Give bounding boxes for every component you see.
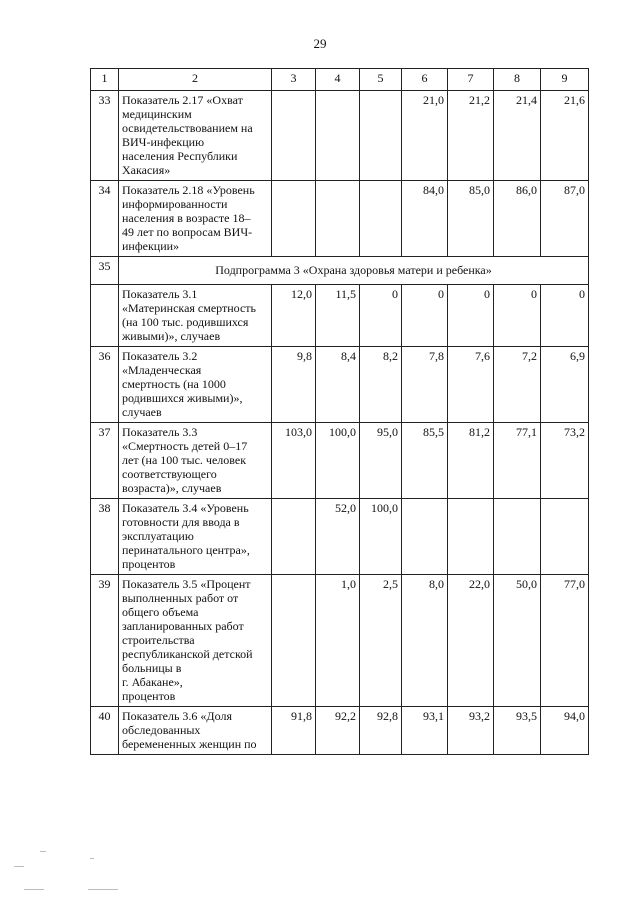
indicator-value: [541, 499, 589, 575]
row-number: [91, 285, 119, 347]
indicator-value: 21,6: [541, 91, 589, 181]
indicator-value: [316, 91, 360, 181]
table-row: [91, 575, 589, 707]
indicator-value: 7,6: [448, 347, 494, 423]
indicator-value: 9,8: [272, 347, 316, 423]
row-number: 38: [91, 499, 119, 575]
indicator-value: 2,5: [360, 575, 402, 707]
table-row: [91, 499, 589, 575]
row-number: 34: [91, 181, 119, 257]
indicator-name: Показатель 3.2 «Младенческая смертность (на 1000 родившихся живыми)», случаев: [119, 347, 272, 423]
indicator-value: 93,2: [448, 707, 494, 755]
row-number: 40: [91, 707, 119, 755]
subprogram-heading: Подпрограмма 3 «Охрана здоровья матери и ребенка»: [119, 257, 589, 285]
indicator-value: 85,5: [402, 423, 448, 499]
row-number: 36: [91, 347, 119, 423]
indicator-value: [272, 181, 316, 257]
indicator-value: 93,1: [402, 707, 448, 755]
table-row: [91, 257, 589, 285]
row-number: 39: [91, 575, 119, 707]
indicator-value: 22,0: [448, 575, 494, 707]
indicator-value: [360, 181, 402, 257]
indicator-value: 8,2: [360, 347, 402, 423]
indicator-value: 87,0: [541, 181, 589, 257]
indicator-value: 0: [494, 285, 541, 347]
column-header: 5: [360, 69, 402, 91]
indicator-value: 91,8: [272, 707, 316, 755]
indicator-value: 103,0: [272, 423, 316, 499]
indicator-value: 6,9: [541, 347, 589, 423]
indicator-name: Показатель 2.17 «Охват медицинским освидетельствованием на ВИЧ-инфекцию населения Республики Хакасия»: [119, 91, 272, 181]
indicator-value: 0: [402, 285, 448, 347]
column-header: 7: [448, 69, 494, 91]
indicator-value: 94,0: [541, 707, 589, 755]
indicator-value: 21,2: [448, 91, 494, 181]
scan-artifact: [24, 889, 44, 890]
indicator-value: 1,0: [316, 575, 360, 707]
indicator-value: [494, 499, 541, 575]
indicator-value: 21,4: [494, 91, 541, 181]
indicator-value: 8,4: [316, 347, 360, 423]
table-row: [91, 91, 589, 181]
indicator-value: 0: [448, 285, 494, 347]
indicator-value: 21,0: [402, 91, 448, 181]
indicator-value: 8,0: [402, 575, 448, 707]
indicators-table: [90, 68, 589, 755]
indicator-value: 77,0: [541, 575, 589, 707]
indicator-value: 73,2: [541, 423, 589, 499]
indicator-value: 81,2: [448, 423, 494, 499]
indicator-value: 100,0: [360, 499, 402, 575]
indicator-value: [448, 499, 494, 575]
scan-artifact: [14, 866, 24, 867]
indicator-value: 52,0: [316, 499, 360, 575]
indicator-name: Показатель 3.5 «Процент выполненных работ от общего объема запланированных работ строительства республиканской детской больницы в г. Абакане», процентов: [119, 575, 272, 707]
indicator-value: 7,2: [494, 347, 541, 423]
indicator-name: Показатель 3.4 «Уровень готовности для ввода в эксплуатацию перинатального центра», процентов: [119, 499, 272, 575]
scan-artifact: [40, 851, 46, 852]
column-header: 3: [272, 69, 316, 91]
indicator-value: 0: [360, 285, 402, 347]
indicator-value: 0: [541, 285, 589, 347]
indicator-value: 7,8: [402, 347, 448, 423]
indicator-value: 93,5: [494, 707, 541, 755]
column-header: 6: [402, 69, 448, 91]
indicator-value: 92,8: [360, 707, 402, 755]
page-number: 29: [313, 36, 327, 51]
indicator-value: 85,0: [448, 181, 494, 257]
indicator-value: 100,0: [316, 423, 360, 499]
indicator-value: [272, 499, 316, 575]
table-row: [91, 423, 589, 499]
indicator-value: 50,0: [494, 575, 541, 707]
table-row: [91, 285, 589, 347]
scan-artifact: [88, 889, 118, 890]
column-header: 2: [119, 69, 272, 91]
indicator-name: Показатель 3.3 «Смертность детей 0–17 лет (на 100 тыс. человек соответствующего возраста)», случаев: [119, 423, 272, 499]
table-row: [91, 707, 589, 755]
table-row: [91, 181, 589, 257]
indicator-value: [316, 181, 360, 257]
indicator-value: 12,0: [272, 285, 316, 347]
column-header: 8: [494, 69, 541, 91]
indicator-value: [272, 91, 316, 181]
column-header: 4: [316, 69, 360, 91]
row-number: 35: [91, 257, 119, 285]
indicator-value: 95,0: [360, 423, 402, 499]
indicator-value: [360, 91, 402, 181]
indicator-name: Показатель 2.18 «Уровень информированности населения в возрасте 18– 49 лет по вопросам ВИЧ- инфекции»: [119, 181, 272, 257]
column-header: 1: [91, 69, 119, 91]
indicator-value: 77,1: [494, 423, 541, 499]
indicator-name: Показатель 3.1 «Материнская смертность (на 100 тыс. родившихся живыми)», случаев: [119, 285, 272, 347]
scan-artifact: [90, 858, 94, 859]
indicator-value: [402, 499, 448, 575]
indicator-value: 84,0: [402, 181, 448, 257]
table-row: [91, 347, 589, 423]
column-header: 9: [541, 69, 589, 91]
table-header-row: [91, 69, 589, 91]
row-number: 37: [91, 423, 119, 499]
indicator-value: [272, 575, 316, 707]
indicator-name: Показатель 3.6 «Доля обследованных беремененных женщин по: [119, 707, 272, 755]
row-number: 33: [91, 91, 119, 181]
indicator-value: 11,5: [316, 285, 360, 347]
indicator-value: 92,2: [316, 707, 360, 755]
indicator-value: 86,0: [494, 181, 541, 257]
